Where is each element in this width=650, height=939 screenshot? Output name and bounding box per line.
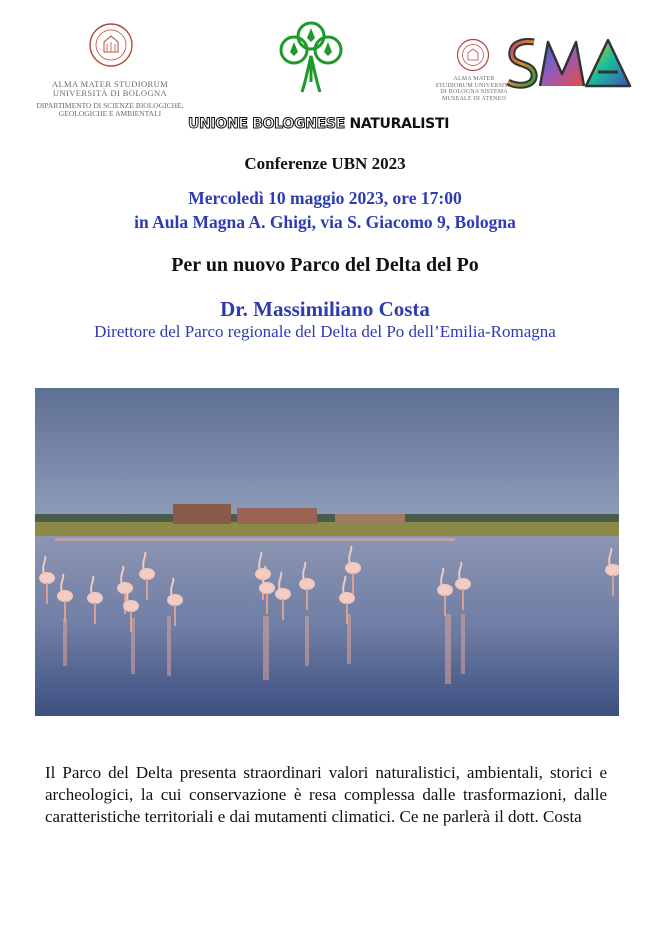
flamingo-shape xyxy=(340,593,354,603)
unibo-line2: UNIVERSITÀ DI BOLOGNA xyxy=(52,88,168,98)
flamingo-photo xyxy=(35,388,619,716)
unibo-seal-icon xyxy=(88,22,134,68)
sma-wordmark-icon xyxy=(504,34,634,92)
conference-series: Conferenze UBN 2023 xyxy=(244,154,406,173)
flamingo-shape xyxy=(456,579,470,589)
unibo-seal-small-icon xyxy=(456,38,490,72)
flamingo-shape xyxy=(168,595,182,605)
flamingo-shape xyxy=(140,569,154,579)
flamingo-shape xyxy=(606,565,619,575)
flamingo-shape xyxy=(40,573,54,583)
flamingo-shape xyxy=(276,589,290,599)
abstract-paragraph: Il Parco del Delta presenta straordinari valori naturalistici, ambientali, storici e archeologici, la cui conservazione è resa complessa dalle trasformazioni, dalle caratteristiche territoriali e dai mutamenti climatici. Ce ne parlerà il dott. Costa xyxy=(45,763,607,826)
flamingo-shape xyxy=(88,593,102,603)
flamingo-shape xyxy=(300,579,314,589)
sma-small-text: ALMA MATER STUDIORUM UNIVERSITÀ DI BOLOGNA SISTEMA MUSEALE DI ATENEO xyxy=(435,76,513,102)
ubn-name-part2: NATURALISTI xyxy=(349,116,450,132)
flamingo-shape xyxy=(124,601,138,611)
speaker-name: Dr. Massimiliano Costa xyxy=(220,297,430,321)
flamingo-shape xyxy=(58,591,72,601)
event-place: in Aula Magna A. Ghigi, via S. Giacomo 9, Bologna xyxy=(134,212,516,232)
flamingo-lagoon-image xyxy=(35,388,619,716)
talk-title: Per un nuovo Parco del Delta del Po xyxy=(171,254,479,276)
unibo-line1: ALMA MATER STUDIORUM xyxy=(51,79,169,89)
ubn-name-part1: UNIONE BOLOGNESE xyxy=(188,116,350,132)
tree-icon xyxy=(272,20,350,94)
flamingo-shape xyxy=(260,583,274,593)
speaker-role: Direttore del Parco regionale del Delta del Po dell’Emilia-Romagna xyxy=(94,322,556,341)
unibo-department: DIPARTIMENTO DI SCIENZE BIOLOGICHE, GEOLOGICHE E AMBIENTALI xyxy=(36,101,184,118)
unibo-logo xyxy=(30,22,190,122)
flamingo-shape xyxy=(438,585,452,595)
sma-logo xyxy=(434,34,634,104)
ubn-logo xyxy=(188,20,450,132)
event-date: Mercoledì 10 maggio 2023, ore 17:00 xyxy=(188,188,462,208)
ubn-name xyxy=(188,116,450,132)
flamingo-shape xyxy=(346,563,360,573)
